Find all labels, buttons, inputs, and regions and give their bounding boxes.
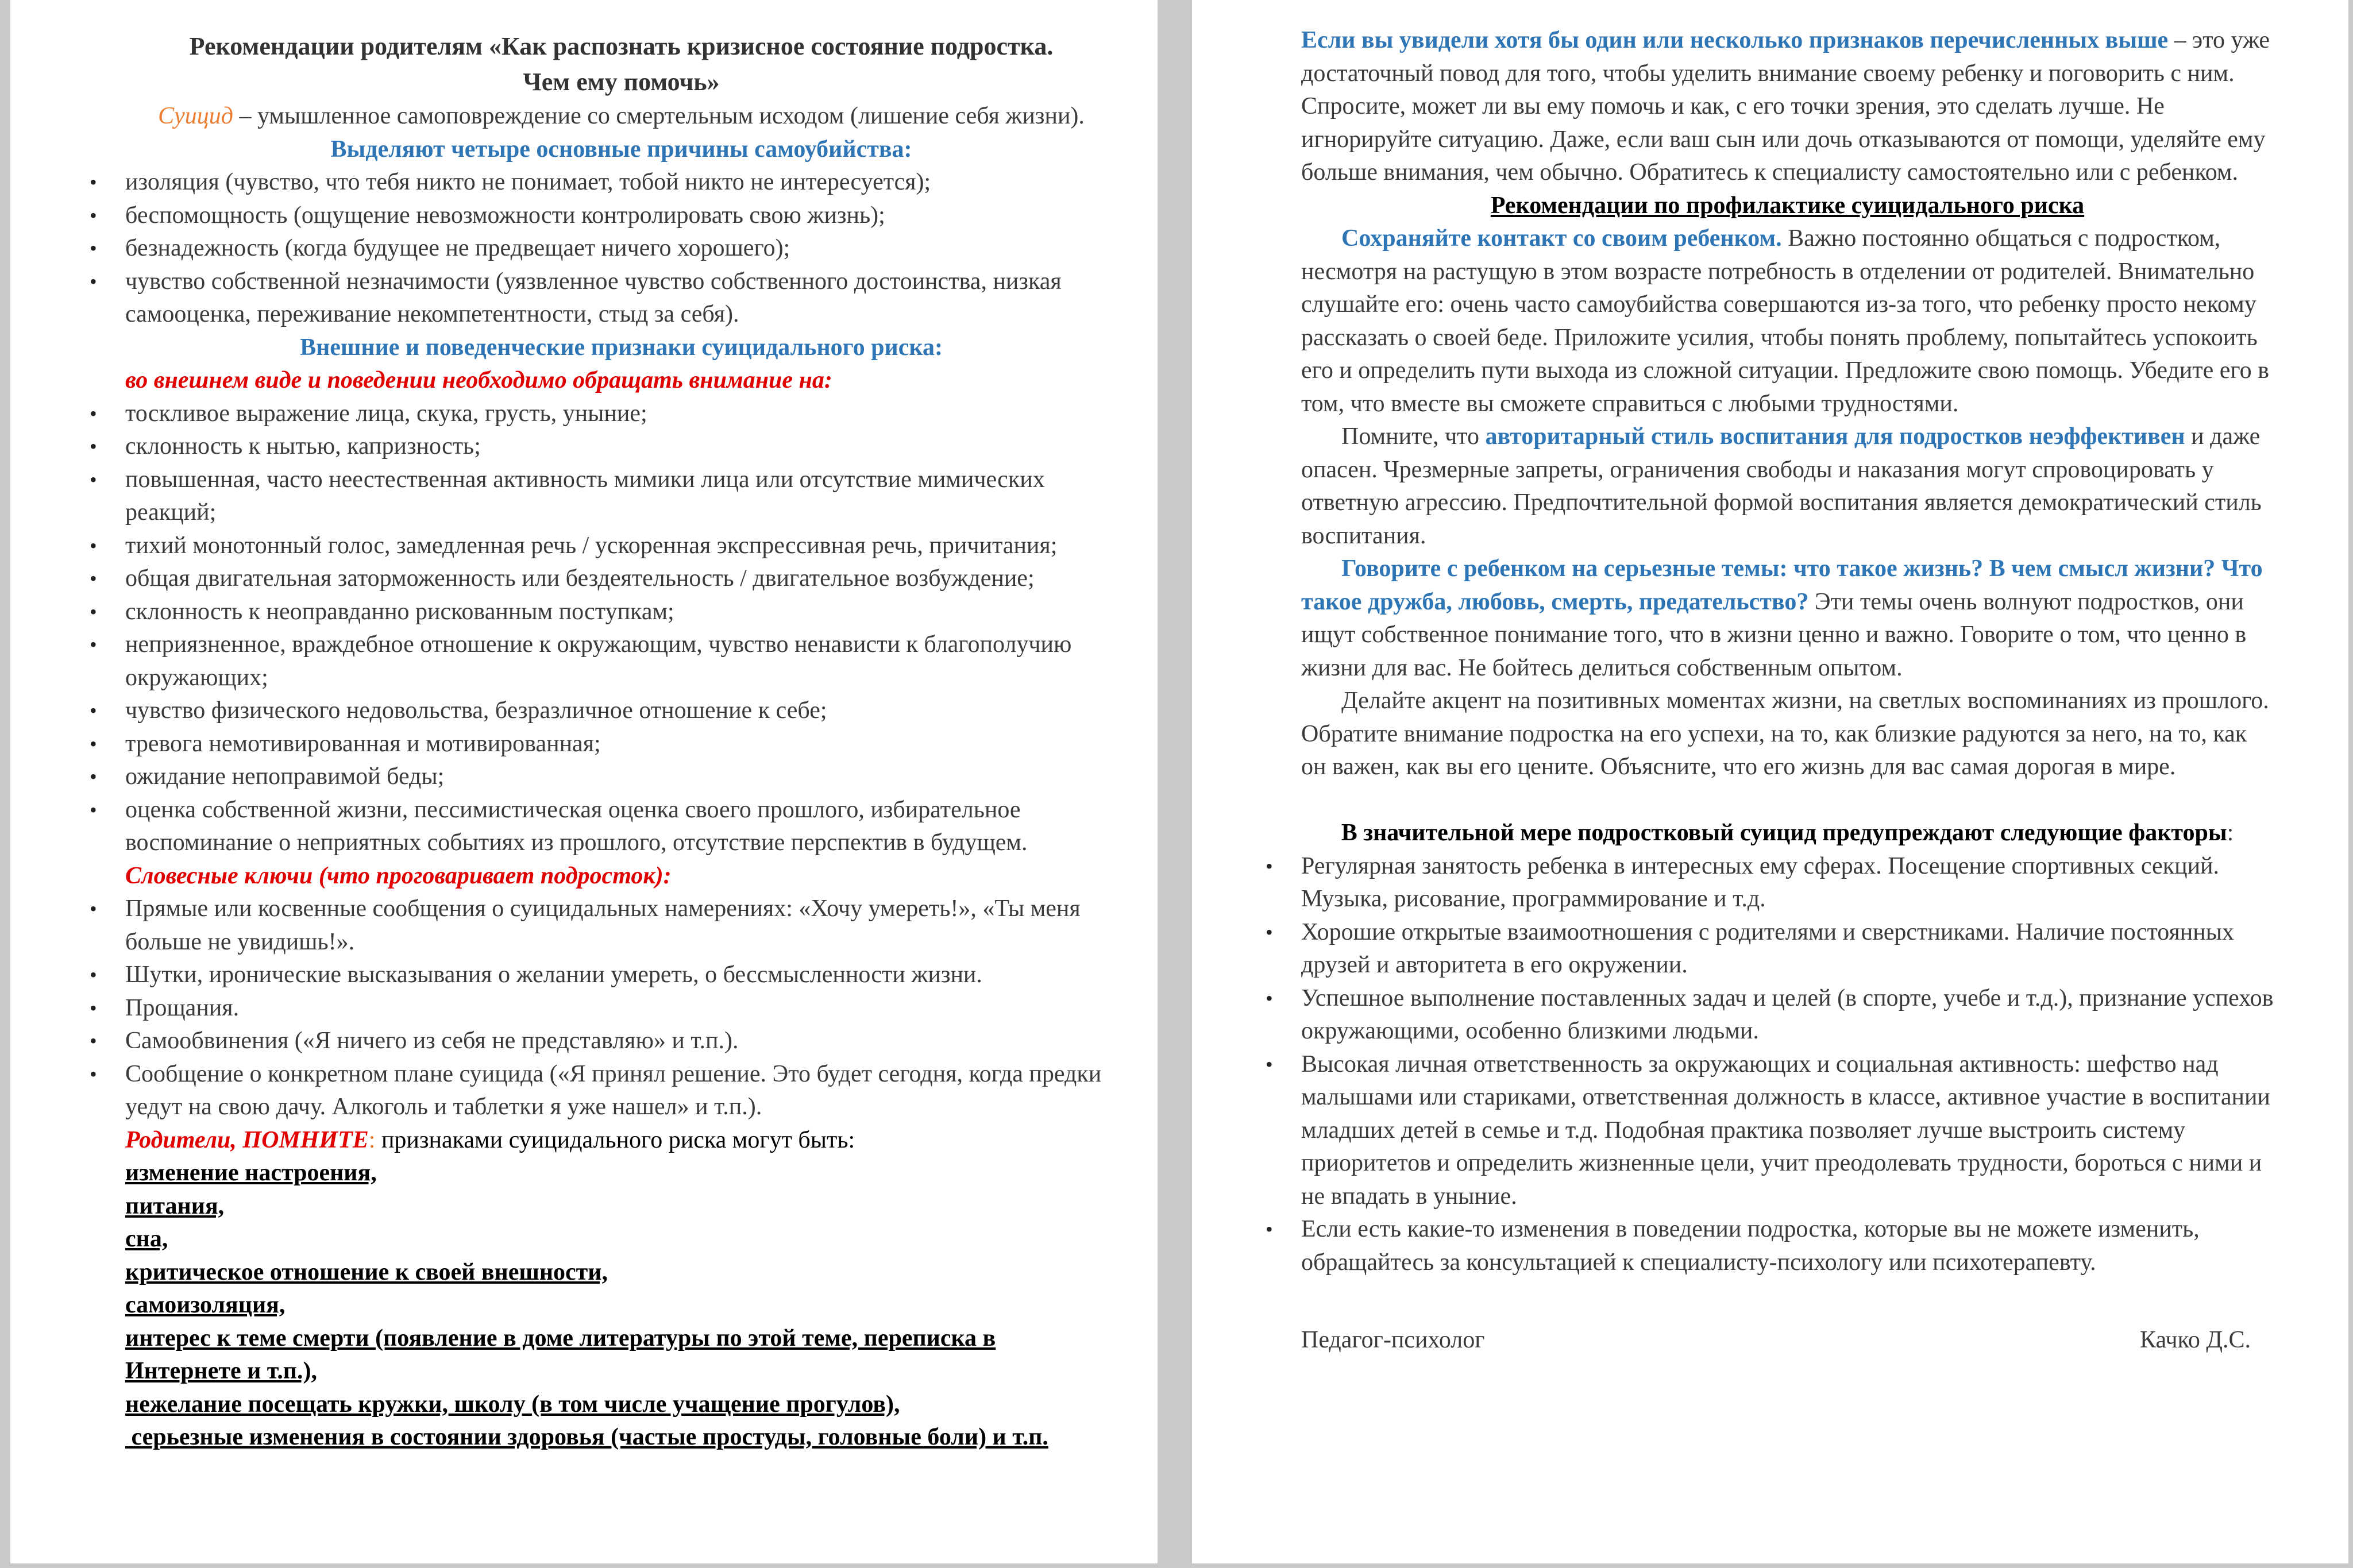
- style-bold: авторитарный стиль воспитания для подростков неэффективен: [1485, 423, 2185, 450]
- style-paragraph: [1301, 420, 2274, 553]
- signs-subheading: во внешнем виде и поведении необходимо обращать внимание на:: [125, 367, 832, 393]
- risk-sign: самоизоляция,: [125, 1292, 286, 1318]
- risk-sign: серьезные изменения в состоянии здоровья (частые простуды, головные боли) и т.п.: [125, 1424, 1048, 1450]
- suicide-def-text: – умышленное самоповреждение со смертельным исходом (лишение себя жизни).: [233, 103, 1085, 129]
- risk-sign: интерес к теме смерти (появление в доме литературы по этой теме, переписка в Интернете и т.п.),: [125, 1324, 996, 1384]
- factors-list: [1301, 850, 2274, 1280]
- list-item: • безнадежность (когда будущее не предвещает ничего хорошего);: [125, 232, 1117, 265]
- parents-label: Родители, ПОМНИТЕ: [125, 1126, 369, 1153]
- contact-bold: Сохраняйте контакт со своим ребенком.: [1341, 225, 1782, 252]
- talk-bold: Говорите с ребенком на серьезные темы: что такое жизнь? В чем смысл жизни? Что такое дружба, любовь, смерть, предательство?: [1301, 555, 2263, 615]
- list-item: • тоскливое выражение лица, скука, грусть, уныние;: [125, 397, 1117, 431]
- list-item: • склонность к неоправданно рискованным поступкам;: [125, 596, 1117, 629]
- risk-sign: нежелание посещать кружки, школу (в том числе учащение прогулов),: [125, 1391, 900, 1418]
- list-item: • Самообвинения («Я ничего из себя не представляю» и т.п.).: [125, 1025, 1117, 1058]
- prevention-heading: Рекомендации по профилактике суицидального риска: [1490, 192, 2085, 219]
- causes-heading: Выделяют четыре основные причины самоубийства:: [330, 136, 912, 163]
- list-item: • Сообщение о конкретном плане суицида («Я принял решение. Это будет сегодня, когда предки уедут на свою дачу. Алкоголь и таблетки я уже нашел» и т.п.).: [125, 1058, 1117, 1124]
- list-item: • Хорошие открытые взаимоотношения с родителями и сверстниками. Наличие постоянных друзей и авторитета в его окружении.: [1301, 916, 2274, 982]
- intro-text: – это уже достаточный повод для того, чтобы уделить внимание своему ребенку и поговорить с ним. Спросите, может ли вы ему помочь и как, с его точки зрения, это сделать лучше. Не игнорируйте ситуацию. Даже, если ваш сын или дочь отказываются от помощи, уделяйте ему больше внимания, чем обычно. Обратитесь к специалисту самостоятельно или с ребенком.: [1301, 27, 2270, 186]
- positive-paragraph: Делайте акцент на позитивных моментах жизни, на светлых воспоминаниях из прошлого. Обратите внимание подростка на его успехи, на то, как близкие радуются за него, на то, как он важен, как вы его цените. Объясните, что его жизнь для вас самая дорогая в мире.: [1301, 688, 2269, 780]
- list-item: • Регулярная занятость ребенка в интересных ему сферах. Посещение спортивных секций. Музыка, рисование, программирование и т.д.: [1301, 850, 2274, 916]
- factors-heading: В значительной мере подростковый суицид предупреждают следующие факторы: [1341, 820, 2227, 846]
- verbal-list: [125, 893, 1117, 1124]
- intro-bold: Если вы увидели хотя бы один или несколько признаков перечисленных выше: [1301, 27, 2169, 53]
- talk-paragraph: [1301, 553, 2274, 685]
- parents-text: признаками суицидального риска могут быть:: [381, 1126, 855, 1153]
- verbal-heading: Словесные ключи (что проговаривает подросток):: [125, 862, 672, 889]
- list-item: • беспомощность (ощущение невозможности контролировать свою жизнь);: [125, 199, 1117, 233]
- list-item: • неприязненное, враждебное отношение к окружающим, чувство ненависти к благополучию окружающих;: [125, 628, 1117, 694]
- contact-paragraph: [1301, 222, 2274, 420]
- signs-heading: Внешние и поведенческие признаки суицидального риска:: [300, 334, 943, 361]
- suicide-term: Суицид: [158, 103, 233, 129]
- intro-paragraph: [1301, 24, 2274, 190]
- parents-remember: [125, 1124, 1117, 1157]
- list-item: • изоляция (чувство, что тебя никто не понимает, тобой никто не интересуется);: [125, 166, 1117, 199]
- risk-sign: изменение настроения,: [125, 1160, 377, 1186]
- list-item: • общая двигательная заторможенность или бездеятельность / двигательное возбуждение;: [125, 562, 1117, 596]
- list-item: • Если есть какие-то изменения в поведении подростка, которые вы не можете изменить, обращайтесь за консультацией к специалисту-психологу или психотерапевту.: [1301, 1213, 2274, 1279]
- title-line-1: Рекомендации родителям «Как распознать кризисное состояние подростка.: [189, 32, 1054, 60]
- risk-sign: питания,: [125, 1192, 225, 1219]
- contact-text: Важно постоянно общаться с подростком, несмотря на растущую в этом возрасте потребность в отделении от родителей. Внимательно слушайте его: очень часто самоубийства совершаются из-за того, что ребенку просто некому рассказать о своей беде. Приложите усилия, чтобы понять проблему, попытайтесь успокоить его и определить пути выхода из сложной ситуации. Предложите свою помощь. Убедите его в том, что вместе вы сможете справиться с любыми трудностями.: [1301, 225, 2269, 417]
- list-item: • ожидание непоправимой беды;: [125, 760, 1117, 794]
- left-page: [10, 0, 1158, 1563]
- list-item: • чувство физического недовольства, безразличное отношение к себе;: [125, 694, 1117, 728]
- title-line-2: Чем ему помочь»: [523, 68, 720, 96]
- list-item: • чувство собственной незначимости (уязвленное чувство собственного достоинства, низкая самооценка, переживание некомпетентности, стыд за себя).: [125, 265, 1117, 331]
- signature-role: Педагог-психолог: [1301, 1326, 1485, 1353]
- list-item: • тревога немотивированная и мотивированная;: [125, 728, 1117, 761]
- list-item: • Высокая личная ответственность за окружающих и социальная активность: шефство над малышами или стариками, ответственная должность в классе, активное участие в воспитании младших детей в семье и т.д. Подобная практика позволяет лучше выстроить систему приоритетов и определить жизненные цели, учит преодолевать трудности, бороться с ними и не впадать в уныние.: [1301, 1048, 2274, 1214]
- causes-list: [125, 166, 1117, 331]
- list-item: • тихий монотонный голос, замедленная речь / ускоренная экспрессивная речь, причитания;: [125, 530, 1117, 563]
- list-item: • склонность к нытью, капризность;: [125, 430, 1117, 464]
- list-item: • повышенная, часто неестественная активность мимики лица или отсутствие мимических реакций;: [125, 464, 1117, 530]
- style-pre: Помните, что: [1341, 423, 1486, 450]
- signature-name: Качко Д.С.: [2140, 1326, 2251, 1353]
- factors-colon: :: [2227, 820, 2234, 846]
- risk-sign: сна,: [125, 1226, 168, 1252]
- factors-heading-line: [1301, 817, 2274, 850]
- blank-line: [1301, 784, 2274, 817]
- list-item: • Успешное выполнение поставленных задач и целей (в спорте, учебе и т.д.), признание успехов окружающими, особенно близкими людьми.: [1301, 982, 2274, 1048]
- right-page: [1192, 0, 2348, 1563]
- style-text: и даже опасен. Чрезмерные запреты, ограничения свободы и наказания могут спровоцировать у ответную агрессию. Предпочтительной формой воспитания является демократический стиль воспитания.: [1301, 423, 2262, 549]
- signs-list: [125, 397, 1117, 860]
- signature: [1301, 1324, 2274, 1357]
- suicide-definition: [125, 100, 1117, 133]
- list-item: • оценка собственной жизни, пессимистическая оценка своего прошлого, избирательное воспоминание о неприятных событиях из прошлого, отсутствие перспектив в будущем.: [125, 794, 1117, 860]
- list-item: • Прямые или косвенные сообщения о суицидальных намерениях: «Хочу умереть!», «Ты меня больше не увидишь!».: [125, 893, 1117, 959]
- list-item: • Шутки, иронические высказывания о желании умереть, о бессмысленности жизни.: [125, 959, 1117, 992]
- blank-line: [1301, 1279, 2274, 1312]
- list-item: • Прощания.: [125, 992, 1117, 1025]
- parents-colon: :: [368, 1126, 381, 1153]
- risk-sign: критическое отношение к своей внешности,: [125, 1258, 608, 1285]
- talk-text: Эти темы очень волнуют подростков, они ищут собственное понимание того, что в жизни ценно и важно. Говорите о том, что ценно в жизни для вас. Не бойтесь делиться собственным опытом.: [1301, 588, 2247, 681]
